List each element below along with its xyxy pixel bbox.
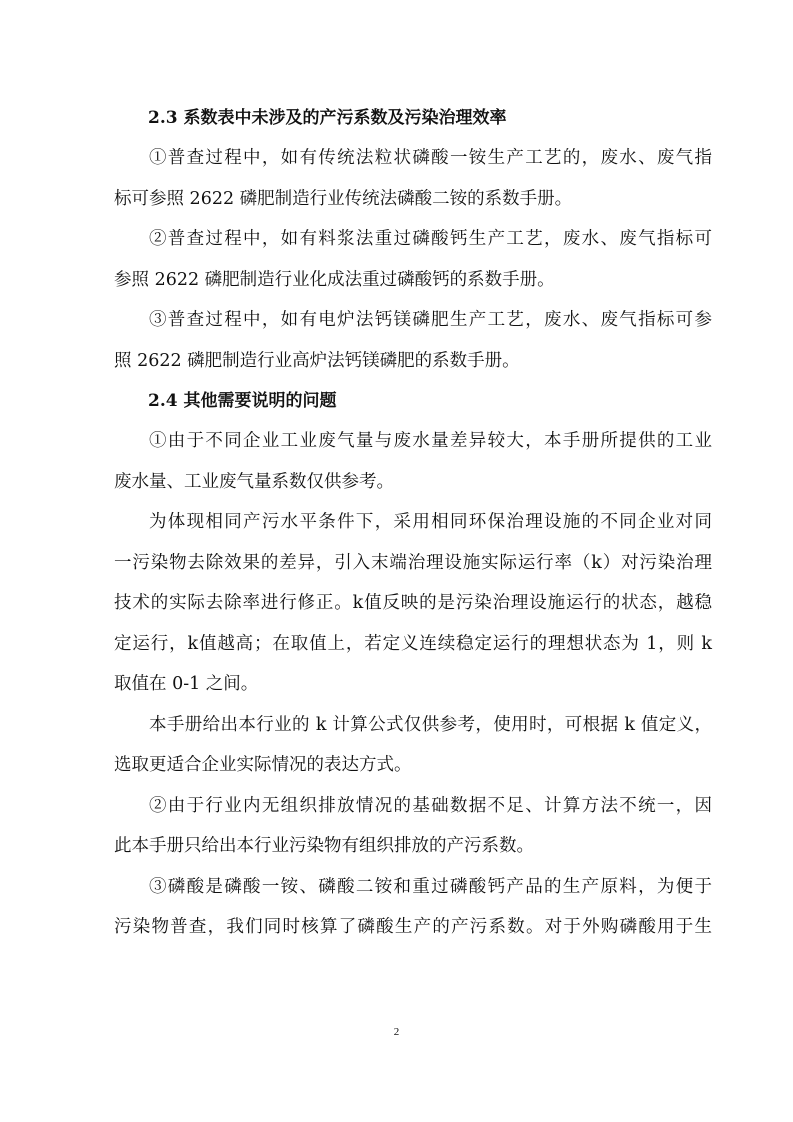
document-body <box>114 98 712 948</box>
text-line: 为体现相同产污水平条件下，采用相同环保治理设施的不同企业对同 <box>149 512 712 532</box>
page-number: 2 <box>393 1026 400 1038</box>
text-line: 本手册给出本行业的 k 计算公式仅供参考，使用时，可根据 k 值定义， <box>149 714 712 735</box>
paragraph <box>114 786 712 867</box>
paragraph <box>114 421 712 502</box>
text-line: 取值在 0-1 之间。 <box>114 674 259 694</box>
section-2-3 <box>114 98 712 381</box>
text-line: 此本手册只给出本行业污染物有组织排放的产污系数。 <box>114 836 534 856</box>
section-heading: 2.3 系数表中未涉及的产污系数及污染治理效率 <box>148 108 507 128</box>
section-heading: 2.4 其他需要说明的问题 <box>148 391 337 411</box>
text-line: 废水量、工业废气量系数仅供参考。 <box>114 471 394 492</box>
text-line: 一污染物去除效果的差异，引入末端治理设施实际运行率（k）对污染治理 <box>114 552 712 573</box>
text-line: ①普查过程中，如有传统法粒状磷酸一铵生产工艺的，废水、废气指 <box>149 148 712 168</box>
paragraph <box>114 867 712 948</box>
text-line: 污染物普查，我们同时核算了磷酸生产的产污系数。对于外购磷酸用于生 <box>114 917 712 937</box>
paragraph <box>114 219 712 300</box>
paragraph <box>114 502 712 705</box>
text-line: ②由于行业内无组织排放情况的基础数据不足、计算方法不统一，因 <box>149 795 712 816</box>
text-line: 技术的实际去除率进行修正。k值反映的是污染治理设施运行的状态，越稳 <box>114 593 712 613</box>
text-line: 定运行，k值越高；在取值上，若定义连续稳定运行的理想状态为 1，则 k <box>114 633 712 654</box>
text-line: 选取更适合企业实际情况的表达方式。 <box>114 755 412 775</box>
text-line: 照 2622 磷肥制造行业高炉法钙镁磷肥的系数手册。 <box>114 350 520 371</box>
text-line: ③磷酸是磷酸一铵、磷酸二铵和重过磷酸钙产品的生产原料，为便于 <box>149 876 712 897</box>
text-line: 参照 2622 磷肥制造行业化成法重过磷酸钙的系数手册。 <box>114 269 555 290</box>
paragraph <box>114 138 712 219</box>
text-line: ③普查过程中，如有电炉法钙镁磷肥生产工艺，废水、废气指标可参 <box>149 310 712 330</box>
section-2-4 <box>114 381 712 948</box>
paragraph <box>114 300 712 381</box>
text-line: 标可参照 2622 磷肥制造行业传统法磷酸二铵的系数手册。 <box>114 188 573 209</box>
paragraph <box>114 705 712 786</box>
text-line: ①由于不同企业工业废气量与废水量差异较大，本手册所提供的工业 <box>149 431 712 451</box>
text-line: ②普查过程中，如有料浆法重过磷酸钙生产工艺，废水、废气指标可 <box>149 229 712 249</box>
